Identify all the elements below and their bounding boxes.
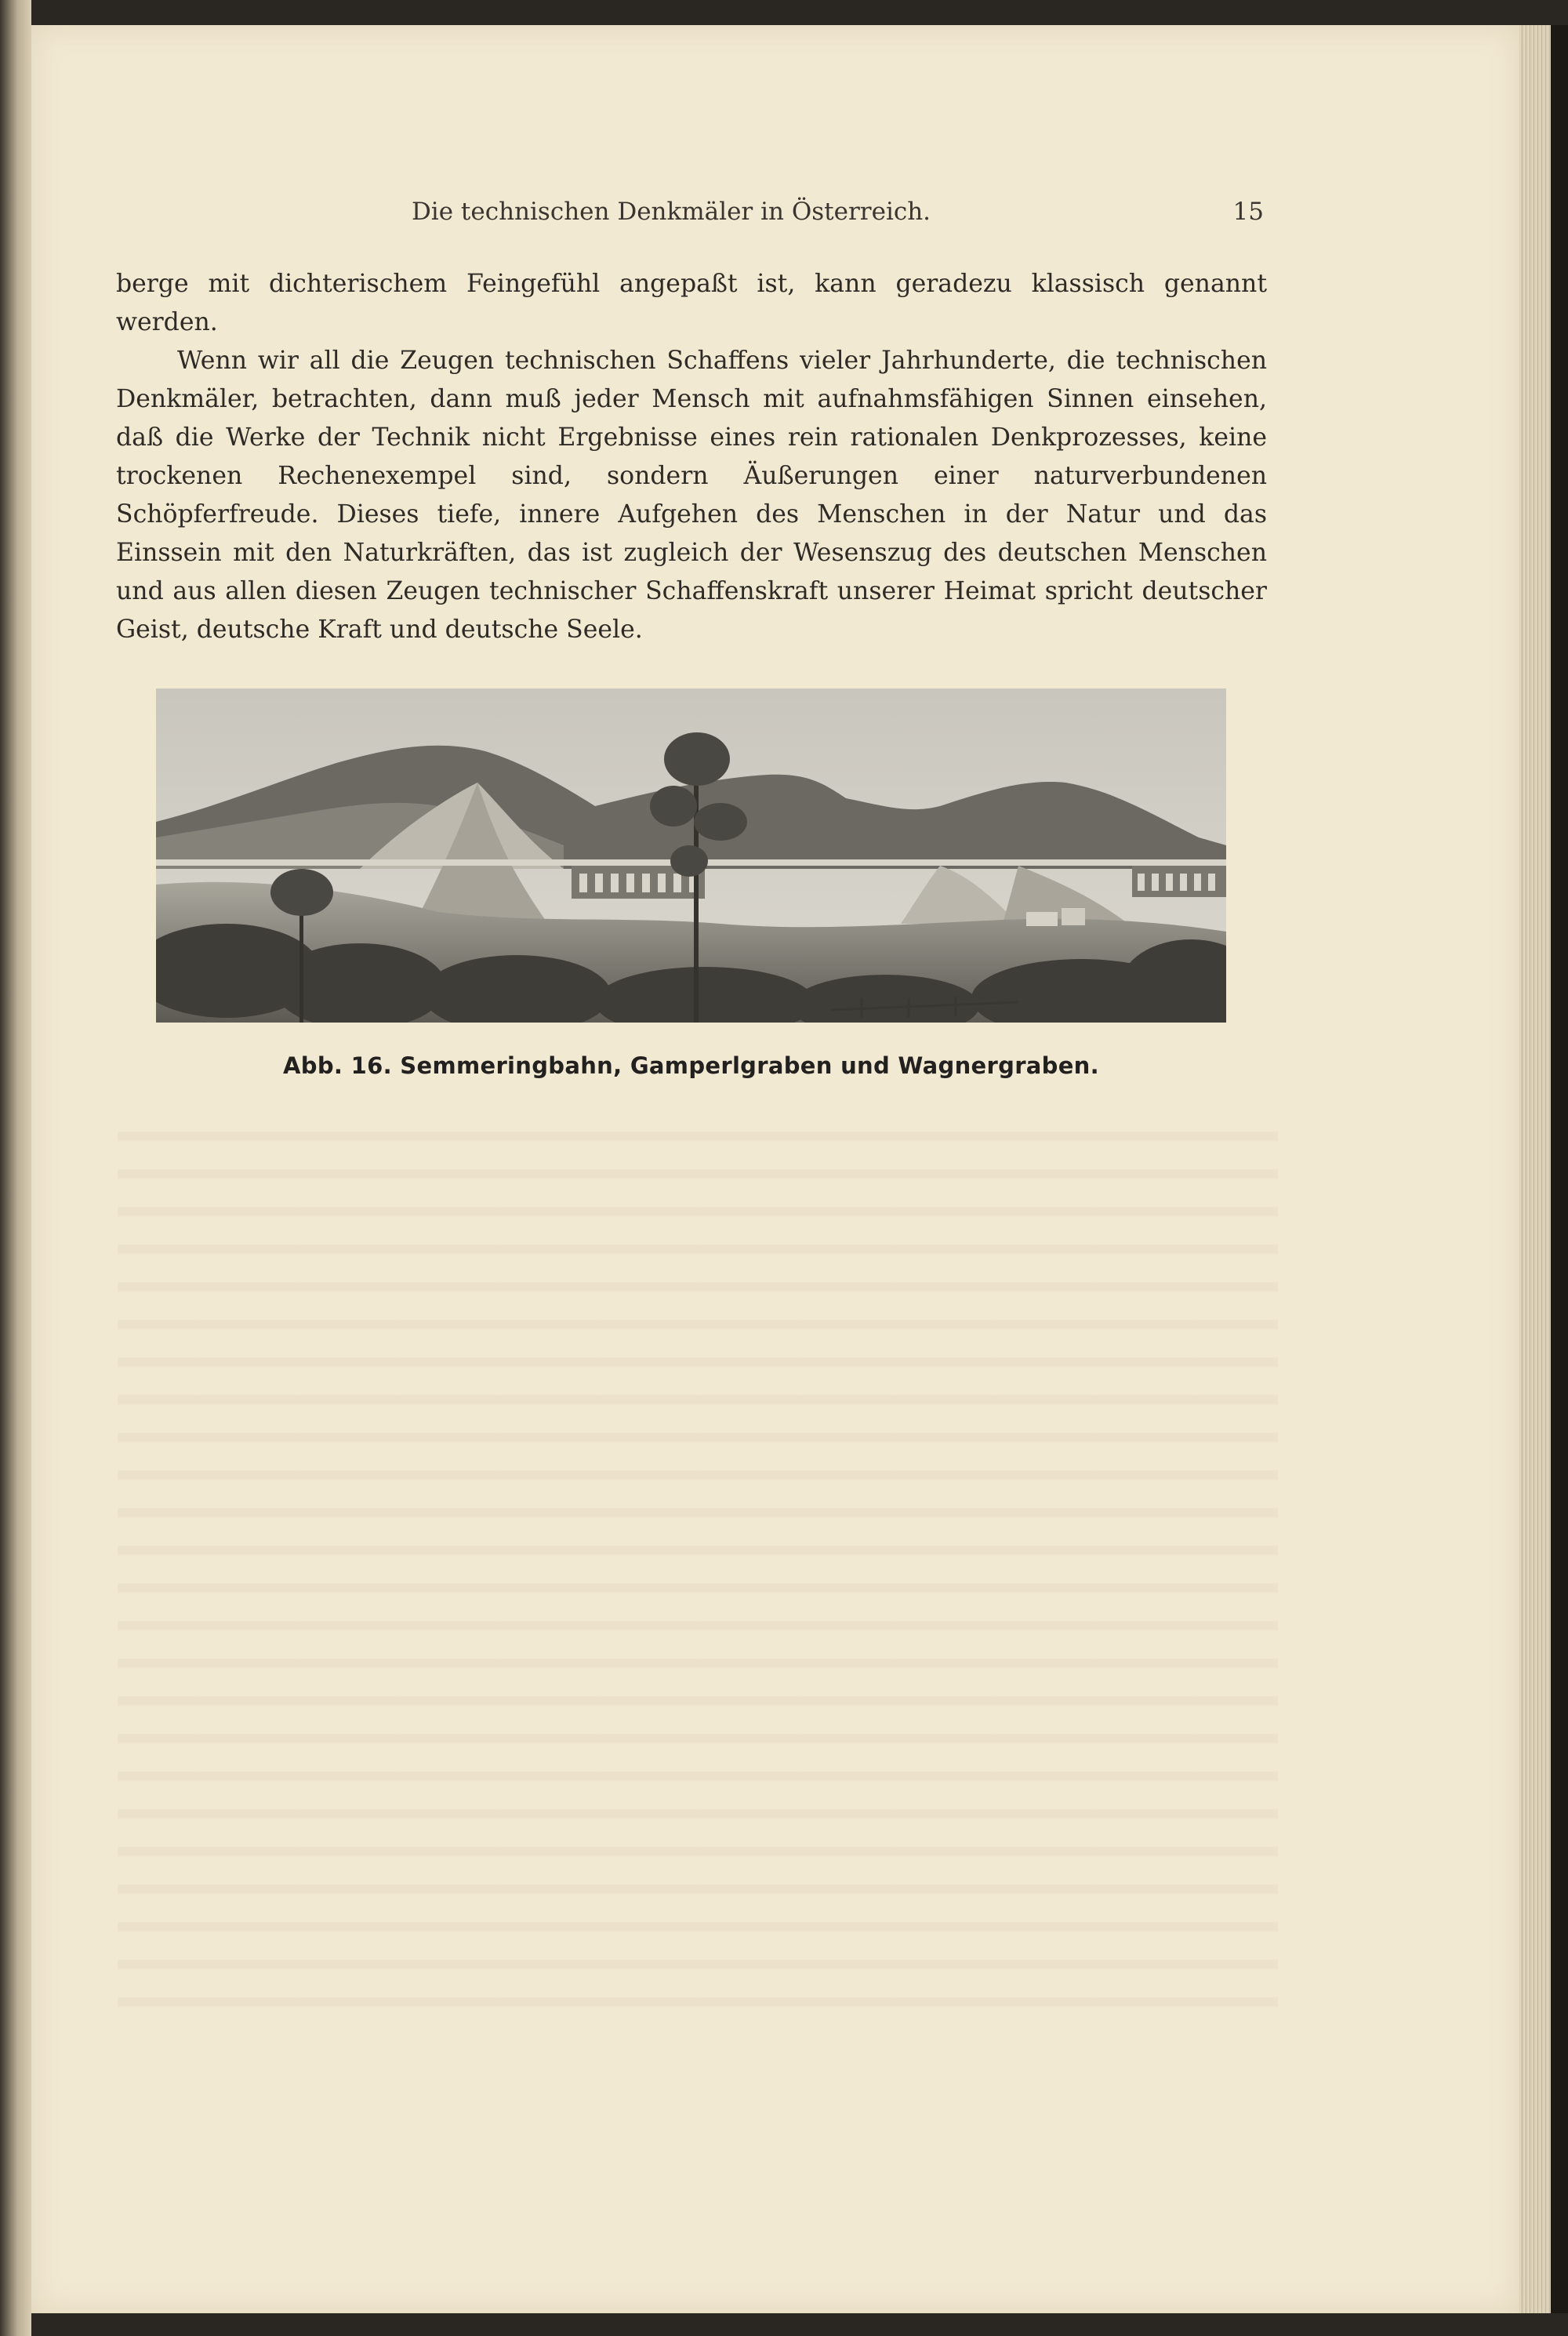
running-title: Die technischen Denkmäler in Österreich. <box>411 198 931 226</box>
running-header <box>78 198 1264 232</box>
left-page-edge <box>0 0 31 2336</box>
figure-engraving <box>156 688 1226 1023</box>
paragraph: Wenn wir all die Zeugen technischen Schaffens vieler Jahrhunderte, die technischen Denkmäler, betrachten, dann muß jeder Mensch mit aufnahmsfähigen Sinnen einsehen, daß die Werke der Technik nicht Ergebnisse eines rein rationalen Denkprozesses, keine trockenen Rechenexempel sind, sondern Äußerungen einer naturverbundenen Schöpferfreude. Dieses tiefe, innere Aufgehen des Menschen in der Natur und das Einssein mit den Naturkräften, das ist zugleich der Wesenszug des deutschen Menschen und aus allen diesen Zeugen technischer Schaffenskraft unserer Heimat spricht deutscher Geist, deutsche Kraft und deutsche Seele. <box>116 347 1267 644</box>
scan-border <box>1551 25 1568 2313</box>
page-stack-edge <box>1519 25 1551 2313</box>
landscape-illustration <box>156 688 1226 1023</box>
figure-caption: Abb. 16. Semmeringbahn, Gamperlgraben und Wagnergraben. <box>283 1052 1099 1079</box>
paragraph-continued: berge mit dichterischem Feingefühl angepaßt ist, kann geradezu klassisch genannt werden. <box>116 270 1267 336</box>
body-text <box>116 265 1267 649</box>
page-number: 15 <box>1232 198 1264 226</box>
bleed-through-text <box>118 1114 1278 2015</box>
